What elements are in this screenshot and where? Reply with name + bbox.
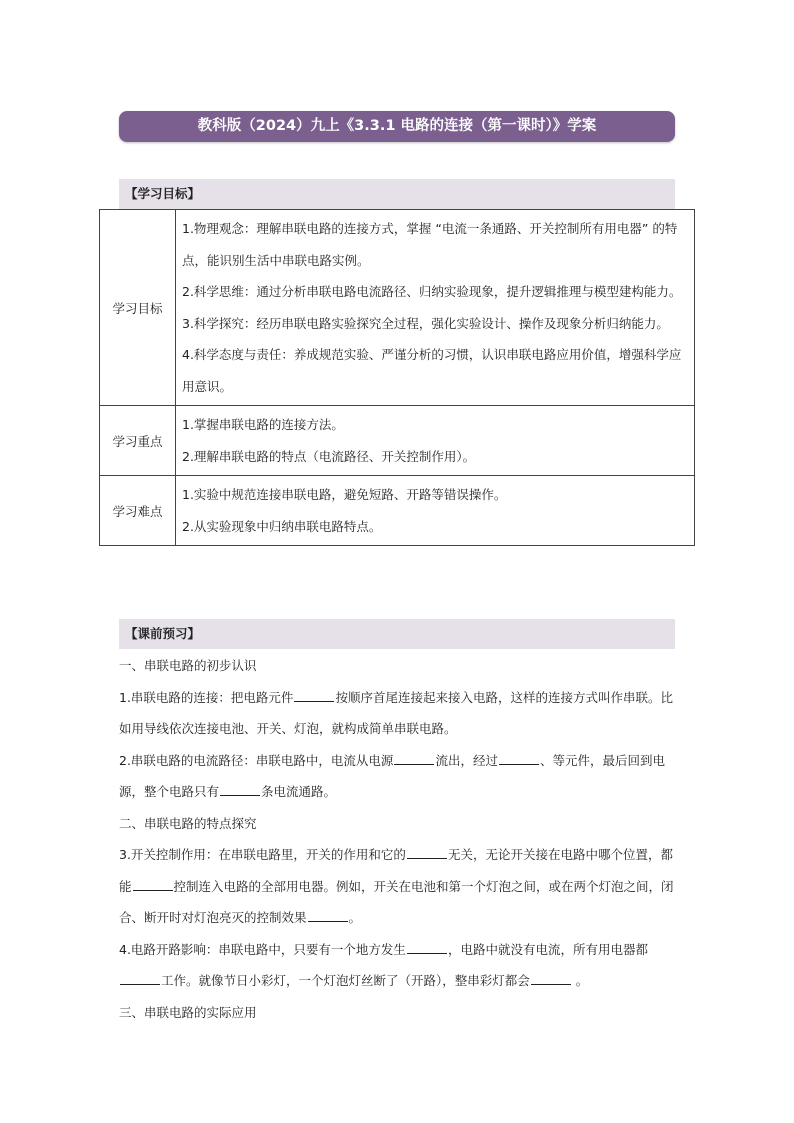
answer-blank[interactable] [531, 971, 571, 985]
row-content [176, 476, 695, 546]
row-label: 学习难点 [100, 476, 176, 546]
goal-line: 1.物理观念：理解串联电路的连接方式，掌握 “电流一条通路、开关控制所有用电器” 的特点，能识别生活中串联电路实例。 [182, 221, 678, 268]
row-content [176, 210, 695, 406]
goal-line: 1.实验中规范连接串联电路，避免短路、开路等错误操作。 [182, 487, 507, 502]
answer-blank[interactable] [407, 845, 447, 859]
question-4: 4.电路开路影响：串联电路中，只要有一个地方发生 ，电路中就没有电流，所有用电器都工作。就像节日小彩灯，一个灯泡灯丝断了（开路），整串彩灯都会 。 [119, 941, 648, 988]
page-title: 教科版（2024）九上《3.3.1 电路的连接（第一课时）》学案 [119, 111, 675, 142]
goals-table [99, 209, 695, 546]
goal-line: 2.从实验现象中归纳串联电路特点。 [182, 518, 382, 534]
table-row [100, 210, 695, 406]
question-2: 2.串联电路的电流路径：串联电路中，电流从电源 流出，经过 、等元件，最后回到电源，整个电路只有 条电流通路。 [119, 752, 665, 799]
section-header-goals: 【学习目标】 [119, 179, 675, 209]
goal-line: 2.科学思维：通过分析串联电路电流路径、归纳实验现象，提升逻辑推理与模型建构能力。 [182, 284, 682, 299]
answer-blank[interactable] [308, 908, 348, 922]
question-1: 1.串联电路的连接：把电路元件 按顺序首尾连接起来接入电路，这样的连接方式叫作串联。比如用导线依次连接电池、开关、灯泡，就构成简单串联电路。 [119, 689, 673, 736]
preview-content [119, 650, 679, 1028]
goal-line: 3.科学探究：经历串联电路实验探究全过程，强化实验设计、操作及现象分析归纳能力。 [182, 315, 669, 331]
table-row [100, 476, 695, 546]
answer-blank[interactable] [220, 782, 260, 796]
section-header-preview: 【课前预习】 [119, 619, 675, 649]
row-label: 学习目标 [100, 210, 176, 406]
goal-line: 1.掌握串联电路的连接方法。 [182, 417, 344, 432]
row-label: 学习重点 [100, 406, 176, 476]
answer-blank[interactable] [394, 751, 434, 765]
subheading: 二、串联电路的特点探究 [119, 815, 257, 831]
goal-line: 2.理解串联电路的特点（电流路径、开关控制作用）。 [182, 448, 476, 464]
answer-blank[interactable] [120, 971, 160, 985]
subheading: 三、串联电路的实际应用 [119, 1004, 257, 1020]
answer-blank[interactable] [407, 940, 447, 954]
goal-line: 4.科学态度与责任：养成规范实验、严谨分析的习惯，认识串联电路应用价值，增强科学应用意识。 [182, 347, 682, 394]
answer-blank[interactable] [499, 751, 539, 765]
table-row [100, 406, 695, 476]
subheading: 一、串联电路的初步认识 [119, 658, 257, 673]
answer-blank[interactable] [294, 688, 334, 702]
answer-blank[interactable] [133, 877, 173, 891]
row-content [176, 406, 695, 476]
question-3: 3.开关控制作用：在串联电路里，开关的作用和它的 无关，无论开关接在电路中哪个位置，都能 控制连入电路的全部用电器。例如，开关在电池和第一个灯泡之间，或在两个灯泡之间，闭合、断开时对灯泡亮灭的控制效果 。 [119, 847, 674, 925]
